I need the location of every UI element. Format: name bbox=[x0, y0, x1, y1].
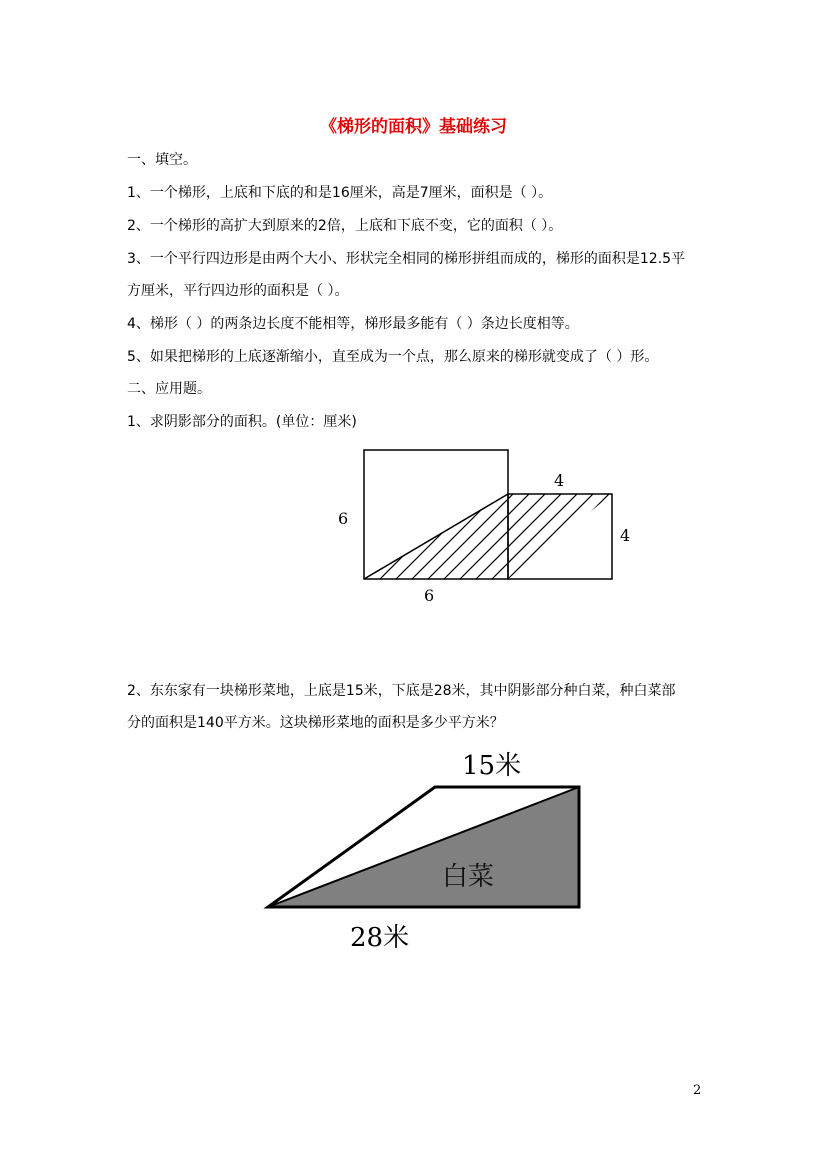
question-1: 1、一个梯形，上底和下底的和是16厘米，高是7厘米，面积是（ ）。 bbox=[127, 185, 553, 201]
fig1-label-bottom: 6 bbox=[424, 586, 435, 605]
page-title: 《梯形的面积》基础练习 bbox=[320, 117, 507, 137]
problem-2-line-1: 2、东东家有一块梯形菜地，上底是15米，下底是28米，其中阴影部分种白菜，种白菜部 bbox=[127, 683, 676, 699]
question-3-line-1: 3、一个平行四边形是由两个大小、形状完全相同的梯形拼组而成的，梯形的面积是12.5平 bbox=[127, 251, 686, 267]
question-5: 5、如果把梯形的上底逐渐缩小，直至成为一个点，那么原来的梯形就变成了（ ）形。 bbox=[127, 349, 659, 365]
question-3-line-2: 方厘米，平行四边形的面积是（ ）。 bbox=[127, 283, 349, 299]
fig1-label-top: 4 bbox=[554, 471, 565, 490]
fig1-label-left: 6 bbox=[338, 509, 349, 528]
problem-1: 1、求阴影部分的面积。(单位：厘米) bbox=[127, 414, 357, 430]
section-heading-application: 二、应用题。 bbox=[127, 381, 211, 397]
question-2: 2、一个梯形的高扩大到原来的2倍，上底和下底不变，它的面积（ ）。 bbox=[127, 218, 563, 234]
figure-shaded-area bbox=[330, 440, 650, 610]
question-4: 4、梯形（ ）的两条边长度不能相等，梯形最多能有（ ）条边长度相等。 bbox=[127, 316, 579, 332]
fig2-label-bottom: 28米 bbox=[350, 923, 410, 953]
page-number: 2 bbox=[693, 1083, 702, 1098]
figure-trapezoid-garden bbox=[260, 740, 600, 960]
fig1-label-right: 4 bbox=[620, 526, 631, 545]
problem-2-line-2: 分的面积是140平方米。这块梯形菜地的面积是多少平方米？ bbox=[127, 715, 504, 731]
fig2-label-shaded: 白菜 bbox=[442, 862, 495, 892]
fig2-label-top: 15米 bbox=[462, 751, 522, 781]
section-heading-fill-blank: 一、填空。 bbox=[127, 152, 197, 168]
